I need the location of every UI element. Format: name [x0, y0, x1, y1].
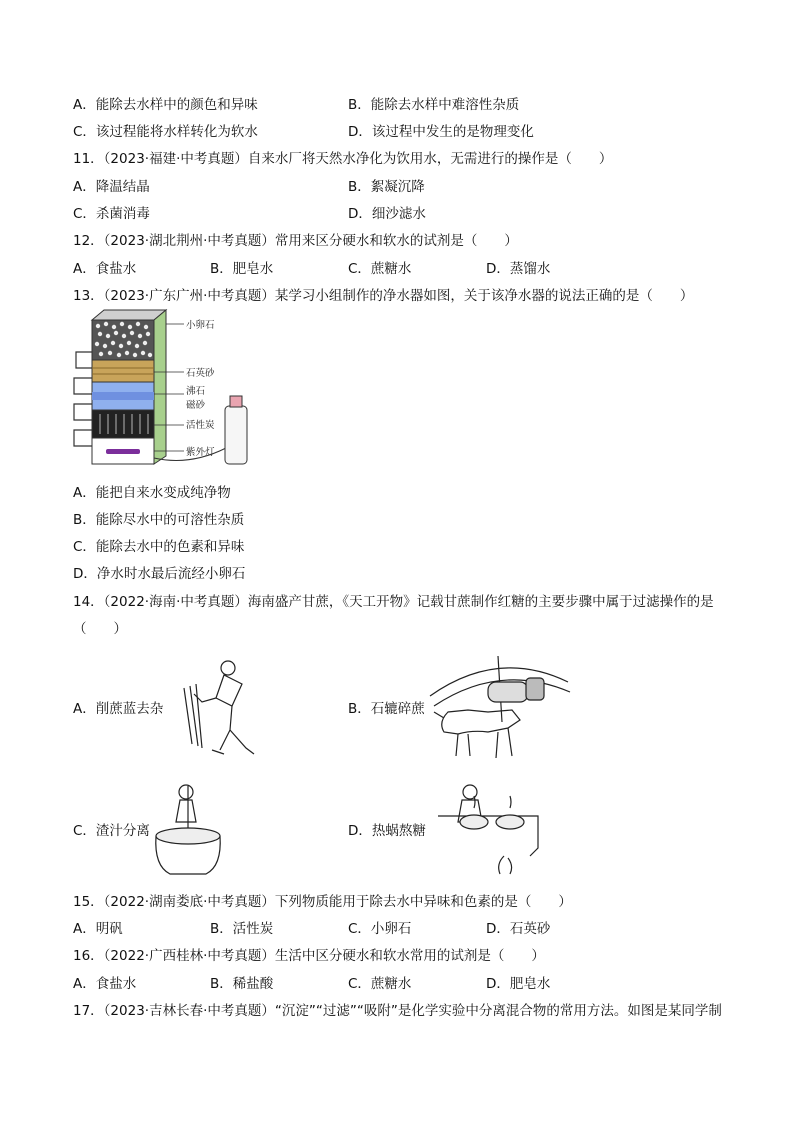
q10-option-a: A．能除去水样中的颜色和异味: [73, 97, 258, 113]
q11-option-a: A．降温结晶: [73, 179, 150, 195]
q13-stem: 13．（2023·广东广州·中考真题）某学习小组制作的净水器如图，关于该净水器的说法正确的是（ ）: [73, 288, 694, 304]
q15-option-b: B．活性炭: [210, 921, 274, 937]
q12-stem: 12．（2023·湖北荆州·中考真题）常用来区分硬水和软水的试剂是（ ）: [73, 233, 518, 249]
q15-option-d: D．石英砂: [486, 921, 551, 937]
q16-option-c: C．蔗糖水: [348, 976, 412, 992]
label-activated-carbon: 活性炭: [186, 420, 215, 431]
label-quartz-sand: 石英砂: [186, 368, 215, 379]
q12-option-c: C．蔗糖水: [348, 261, 412, 277]
q14-option-a: A．削蔗蓝去杂: [73, 701, 164, 717]
q14-stem-line2: （ ）: [73, 621, 127, 637]
label-pebbles: 小卵石: [186, 320, 215, 331]
q16-option-d: D．肥皂水: [486, 976, 551, 992]
q13-option-a: A．能把自来水变成纯净物: [73, 485, 231, 501]
q10-option-c: C．该过程能将水样转化为软水: [73, 124, 258, 140]
q16-option-a: A．食盐水: [73, 976, 137, 992]
q13-option-b: B．能除尽水中的可溶性杂质: [73, 512, 245, 528]
q14-stem-line1: 14．（2022·海南·中考真题）海南盛产甘蔗，《天工开物》记载甘蔗制作红糖的主要步骤中属于过滤操作的是: [73, 594, 714, 610]
q15-stem: 15．（2022·湖南娄底·中考真题）下列物质能用于除去水中异味和色素的是（ ）: [73, 894, 572, 910]
q11-stem: 11．（2023·福建·中考真题）自来水厂将天然水净化为饮用水，无需进行的操作是（ ）: [73, 151, 613, 167]
q12-option-a: A．食盐水: [73, 261, 137, 277]
q16-option-b: B．稀盐酸: [210, 976, 274, 992]
q10-option-b: B．能除去水样中难溶性杂质: [348, 97, 520, 113]
q17-stem: 17．（2023·吉林长春·中考真题）“沉淀”“过滤”“吸附”是化学实验中分离混合物的常用方法。如图是某同学制: [73, 1003, 722, 1019]
label-uv-lamp: 紫外灯: [186, 447, 215, 458]
illustration-juice-separation: [150, 778, 226, 878]
q14-option-b: B．石辘碎蔗: [348, 701, 425, 717]
q13-option-c: C．能除去水中的色素和异味: [73, 539, 245, 555]
q12-option-b: B．肥皂水: [210, 261, 274, 277]
illustration-cutting-cane: [172, 654, 272, 762]
q13-option-d: D．净水时水最后流经小卵石: [73, 566, 246, 582]
q14-option-c: C．渣汁分离: [73, 823, 150, 839]
q15-option-c: C．小卵石: [348, 921, 412, 937]
q10-option-d: D．该过程中发生的是物理变化: [348, 124, 534, 140]
q15-option-a: A．明矾: [73, 921, 123, 937]
q14-option-d: D．热蜗熬糖: [348, 823, 426, 839]
q12-option-d: D．蒸馏水: [486, 261, 551, 277]
illustration-stone-roller: [428, 652, 574, 768]
water-purifier-diagram: [70, 308, 270, 468]
illustration-boiling-sugar: [434, 778, 542, 878]
q16-stem: 16．（2022·广西桂林·中考真题）生活中区分硬水和软水常用的试剂是（ ）: [73, 948, 545, 964]
q11-option-d: D．细沙滤水: [348, 206, 426, 222]
label-zeolite: 沸石: [186, 386, 206, 397]
label-magnetic-sand: 磁砂: [186, 400, 206, 411]
q11-option-c: C．杀菌消毒: [73, 206, 150, 222]
q11-option-b: B．絮凝沉降: [348, 179, 425, 195]
